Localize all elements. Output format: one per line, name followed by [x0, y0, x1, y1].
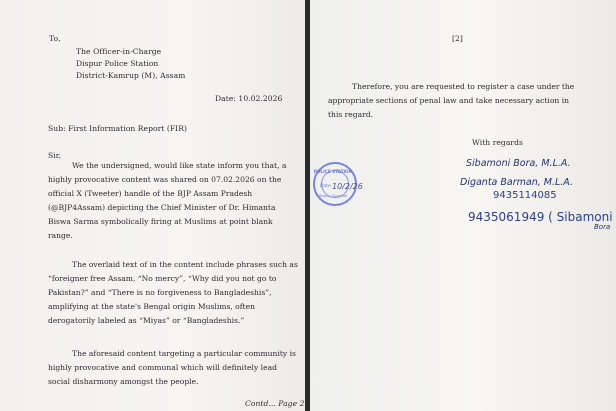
salutation: Sir,: [48, 151, 62, 160]
paragraph-2-line: amplifying at the state's Bengal origin Muslims, often: [48, 302, 255, 311]
request-line: Therefore, you are requested to register a case under the: [352, 82, 575, 91]
paragraph-1-line: official X (Tweeter) handle of the BJP Assam Pradesh: [48, 189, 253, 198]
paragraph-2-line: derogatorily labeled as “Miyas” or “Bangladeshis.”: [48, 316, 245, 325]
addressee-line-2: Dispur Police Station: [76, 59, 159, 68]
subject-line: Sub: First Information Report (FIR): [48, 124, 188, 133]
phone-number-2: 9435061949 ( Sibamoni: [468, 210, 613, 224]
paragraph-1: [48, 159, 300, 243]
paragraph-2-line: Pakistan?” and “There is no forgiveness to Bangladeshis”,: [48, 288, 272, 297]
paragraph-3-line: highly provocative and communal which will definitely lead: [48, 363, 277, 372]
stamp-line-1: POLICE STATION: [313, 169, 353, 174]
continued-note: Contd... Page 2: [245, 399, 305, 408]
paragraph-1-line: (@BJP4Assam) depicting the Chief Minister of Dr. Himanta: [48, 203, 276, 212]
document-page-2: [310, 0, 616, 411]
addressee-line-3: District-Kamrup (M), Assam: [76, 71, 186, 80]
addressee-line-1: The Officer-in-Charge: [76, 47, 162, 56]
paragraph-2: [48, 258, 300, 328]
paragraph-3-line: social disharmony amongst the people.: [48, 377, 199, 386]
document-page-1: [0, 0, 305, 411]
paragraph-1-line: Biswa Sarma symbolically firing at Muslims at point blank: [48, 217, 273, 226]
paragraph-1-line: highly provocative content was shared on 07.02.2026 on the: [48, 175, 282, 184]
closing: With regards: [472, 138, 523, 147]
paragraph-3: [48, 347, 300, 389]
request-line: this regard.: [328, 110, 374, 119]
paragraph-2-line: The overlaid text of in the content include phrases such as: [72, 260, 298, 269]
paragraph-1-line: range.: [48, 231, 73, 240]
paragraph-2-line: “foreigner free Assam, “No mercy”, “Why did you not go to: [48, 274, 277, 283]
to-line: To,: [49, 34, 61, 43]
paragraph-3-line: The aforesaid content targeting a particular community is: [72, 349, 296, 358]
request-paragraph: [328, 80, 608, 122]
signature-1: Sibamoni Bora, M.L.A.: [466, 158, 571, 169]
stamp-handwritten-date: 10/2/26: [332, 182, 363, 191]
stamp-line-2: Date: [320, 184, 331, 189]
letter-date: Date: 10.02.2026: [215, 94, 283, 103]
phone-number-2-cont: Bora: [594, 223, 611, 231]
phone-number-1: 9435114085: [493, 190, 557, 201]
paragraph-1-line: We the undersigned, would like state inform you that, a: [72, 161, 287, 170]
signature-2: Diganta Barman, M.L.A.: [460, 177, 573, 188]
stamp-line-3: Dispur, Guwahati: [318, 194, 348, 198]
request-line: appropriate sections of penal law and take necessary action in: [328, 96, 570, 105]
page-number: [2]: [452, 34, 463, 43]
